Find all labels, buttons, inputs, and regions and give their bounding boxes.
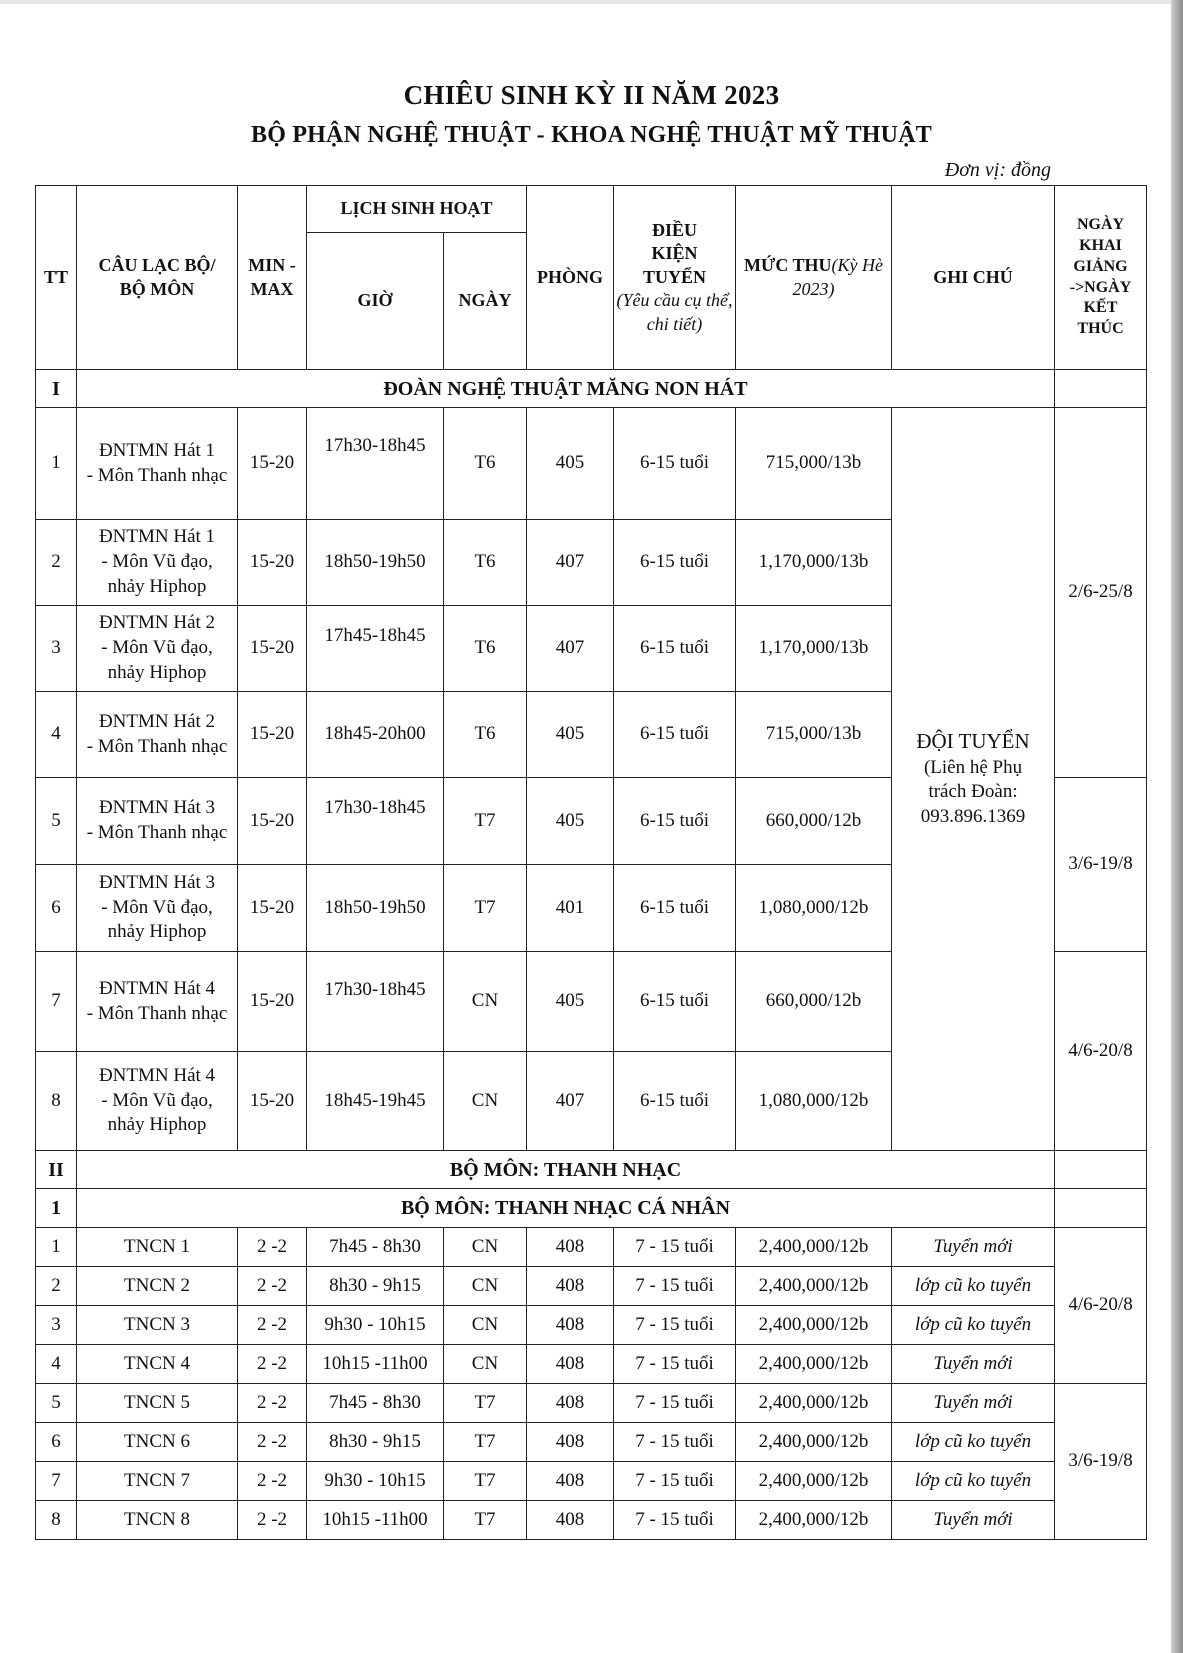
row-note: lớp cũ ko tuyển <box>892 1306 1055 1345</box>
club-line: - Môn Thanh nhạc <box>86 735 228 757</box>
contact-title: ĐỘI TUYỂN <box>916 729 1030 754</box>
row-time: 8h30 - 9h15 <box>307 1267 444 1306</box>
row-tt: 7 <box>36 952 77 1052</box>
col-header-club-line1: CÂU LẠC BỘ/ <box>98 255 216 276</box>
row-club <box>77 1052 238 1151</box>
subsection-number: 1 <box>36 1189 77 1228</box>
row-room: 405 <box>527 692 614 778</box>
row-minmax: 15-20 <box>238 606 307 692</box>
date-range: 4/6-20/8 <box>1055 952 1147 1151</box>
table-row <box>36 1462 1147 1501</box>
row-day: CN <box>444 952 527 1052</box>
document-subtitle: BỘ PHẬN NGHỆ THUẬT - KHOA NGHỆ THUẬT MỸ THUẬT <box>251 122 932 148</box>
row-club: TNCN 8 <box>77 1501 238 1540</box>
row-time: 18h50-19h50 <box>307 865 444 952</box>
row-minmax: 2 -2 <box>238 1423 307 1462</box>
club-line: nhảy Hiphop <box>107 921 207 943</box>
row-day: CN <box>444 1345 527 1384</box>
row-tt: 6 <box>36 865 77 952</box>
row-tt: 5 <box>36 778 77 865</box>
row-room: 407 <box>527 520 614 606</box>
row-day: CN <box>444 1267 527 1306</box>
row-fee: 2,400,000/12b <box>736 1228 892 1267</box>
contact-phone: 093.896.1369 <box>920 805 1026 827</box>
row-club: TNCN 4 <box>77 1345 238 1384</box>
table-row <box>36 408 1147 520</box>
row-minmax: 2 -2 <box>238 1306 307 1345</box>
col-header-dates-line1: NGÀY <box>1076 216 1125 234</box>
col-header-dates <box>1055 186 1147 370</box>
page-top-edge <box>0 0 1183 4</box>
row-time: 7h45 - 8h30 <box>307 1384 444 1423</box>
club-line: ĐNTMN Hát 4 <box>98 1064 216 1086</box>
table-row <box>36 1501 1147 1540</box>
row-minmax: 15-20 <box>238 692 307 778</box>
row-minmax: 2 -2 <box>238 1501 307 1540</box>
row-fee: 660,000/12b <box>736 778 892 865</box>
club-line: - Môn Vũ đạo, <box>101 551 213 573</box>
col-header-room: PHÒNG <box>527 186 614 370</box>
row-day: CN <box>444 1306 527 1345</box>
club-line: - Môn Vũ đạo, <box>101 637 213 659</box>
row-fee: 1,170,000/13b <box>736 606 892 692</box>
col-header-dates-line5: KẾT <box>1083 299 1118 317</box>
row-minmax: 15-20 <box>238 520 307 606</box>
table-row <box>36 1228 1147 1267</box>
row-day: CN <box>444 1228 527 1267</box>
document-title: CHIÊU SINH KỲ II NĂM 2023 <box>403 80 780 110</box>
club-line: ĐNTMN Hát 1 <box>98 526 216 548</box>
row-condition: 6-15 tuổi <box>614 952 736 1052</box>
row-club <box>77 778 238 865</box>
row-fee: 2,400,000/12b <box>736 1345 892 1384</box>
date-range: 3/6-19/8 <box>1055 778 1147 952</box>
club-line: - Môn Thanh nhạc <box>86 1002 228 1024</box>
row-condition: 7 - 15 tuổi <box>614 1228 736 1267</box>
section-1-title: ĐOÀN NGHỆ THUẬT MĂNG NON HÁT <box>77 370 1055 408</box>
row-time: 17h30-18h45 <box>307 408 444 520</box>
col-header-fee <box>736 186 892 370</box>
row-fee: 2,400,000/12b <box>736 1267 892 1306</box>
col-header-dates-line4: ->NGÀY <box>1069 278 1132 296</box>
row-condition: 6-15 tuổi <box>614 692 736 778</box>
club-line: - Môn Thanh nhạc <box>86 822 228 843</box>
row-condition: 7 - 15 tuổi <box>614 1345 736 1384</box>
row-day: T6 <box>444 606 527 692</box>
row-tt: 7 <box>36 1462 77 1501</box>
row-time: 8h30 - 9h15 <box>307 1423 444 1462</box>
row-tt: 1 <box>36 1228 77 1267</box>
row-room: 408 <box>527 1423 614 1462</box>
row-time: 17h30-18h45 <box>307 778 444 865</box>
section-2-header <box>36 1151 1147 1189</box>
subsection-title: BỘ MÔN: THANH NHẠC CÁ NHÂN <box>77 1189 1055 1228</box>
row-condition: 6-15 tuổi <box>614 606 736 692</box>
row-fee: 2,400,000/12b <box>736 1384 892 1423</box>
col-header-dates-line3: GIẢNG <box>1073 257 1128 275</box>
row-fee: 1,080,000/12b <box>736 865 892 952</box>
row-condition: 7 - 15 tuổi <box>614 1462 736 1501</box>
col-header-minmax <box>238 186 307 370</box>
row-day: T6 <box>444 520 527 606</box>
header-row-1 <box>36 186 1147 233</box>
row-club: TNCN 6 <box>77 1423 238 1462</box>
enrollment-table <box>35 185 1147 1540</box>
row-room: 401 <box>527 865 614 952</box>
row-time: 10h15 -11h00 <box>307 1501 444 1540</box>
row-fee: 2,400,000/12b <box>736 1501 892 1540</box>
row-condition: 6-15 tuổi <box>614 865 736 952</box>
row-club: TNCN 1 <box>77 1228 238 1267</box>
section-2-dates-blank <box>1055 1151 1147 1189</box>
row-minmax: 15-20 <box>238 952 307 1052</box>
row-room: 407 <box>527 1052 614 1151</box>
row-club <box>77 952 238 1052</box>
col-header-fee-paren: (Kỳ Hè 2023) <box>792 255 883 299</box>
row-minmax: 2 -2 <box>238 1228 307 1267</box>
row-note: Tuyển mới <box>892 1501 1055 1540</box>
row-club: TNCN 2 <box>77 1267 238 1306</box>
club-line: ĐNTMN Hát 2 <box>98 710 216 732</box>
col-header-minmax-line2: MAX <box>250 278 294 299</box>
subsection-header <box>36 1189 1147 1228</box>
row-condition: 6-15 tuổi <box>614 408 736 520</box>
section-2-number: II <box>36 1151 77 1189</box>
col-header-day: NGÀY <box>444 233 527 370</box>
section-1-header <box>36 370 1147 408</box>
row-condition: 6-15 tuổi <box>614 778 736 865</box>
row-minmax: 15-20 <box>238 778 307 865</box>
club-line: nhảy Hiphop <box>107 1114 207 1136</box>
row-room: 408 <box>527 1267 614 1306</box>
row-tt: 5 <box>36 1384 77 1423</box>
row-note: lớp cũ ko tuyển <box>892 1462 1055 1501</box>
club-line: - Môn Thanh nhạc <box>86 464 228 486</box>
col-header-time: GIỜ <box>307 233 444 370</box>
contact-line-1: (Liên hệ Phụ <box>923 756 1023 778</box>
currency-unit-note: Đơn vị: đồng <box>944 159 1051 181</box>
col-header-dates-line2: KHAI <box>1079 236 1122 254</box>
date-range: 4/6-20/8 <box>1055 1228 1147 1384</box>
row-time: 7h45 - 8h30 <box>307 1228 444 1267</box>
row-room: 405 <box>527 778 614 865</box>
row-tt: 2 <box>36 1267 77 1306</box>
col-header-cond-detail: (Yêu cầu cụ thể, chi tiết) <box>616 290 733 334</box>
row-club: TNCN 5 <box>77 1384 238 1423</box>
table-row <box>36 1384 1147 1423</box>
row-room: 408 <box>527 1228 614 1267</box>
row-day: T7 <box>444 1423 527 1462</box>
row-minmax: 2 -2 <box>238 1384 307 1423</box>
club-line: ĐNTMN Hát 3 <box>98 871 216 893</box>
team-contact-note <box>892 408 1055 1151</box>
row-tt: 6 <box>36 1423 77 1462</box>
table-row <box>36 1345 1147 1384</box>
section-2-title: BỘ MÔN: THANH NHẠC <box>77 1151 1055 1189</box>
col-header-cond-line2: KIỆN <box>651 243 698 264</box>
row-room: 408 <box>527 1384 614 1423</box>
row-room: 408 <box>527 1462 614 1501</box>
club-line: ĐNTMN Hát 2 <box>98 612 216 634</box>
row-day: T7 <box>444 865 527 952</box>
col-header-dates-line6: THÚC <box>1077 320 1124 338</box>
col-header-cond-line3: TUYỂN <box>643 266 707 287</box>
row-time: 9h30 - 10h15 <box>307 1462 444 1501</box>
row-club <box>77 520 238 606</box>
club-line: - Môn Vũ đạo, <box>101 896 213 918</box>
row-day: T6 <box>444 692 527 778</box>
row-day: T6 <box>444 408 527 520</box>
row-note: Tuyển mới <box>892 1384 1055 1423</box>
row-minmax: 15-20 <box>238 865 307 952</box>
row-club <box>77 865 238 952</box>
row-club <box>77 606 238 692</box>
row-room: 405 <box>527 408 614 520</box>
row-day: T7 <box>444 1501 527 1540</box>
row-condition: 7 - 15 tuổi <box>614 1384 736 1423</box>
row-room: 407 <box>527 606 614 692</box>
row-room: 408 <box>527 1345 614 1384</box>
row-note: Tuyển mới <box>892 1228 1055 1267</box>
row-condition: 7 - 15 tuổi <box>614 1267 736 1306</box>
club-line: nhảy Hiphop <box>107 661 207 683</box>
row-note: lớp cũ ko tuyển <box>892 1423 1055 1462</box>
table-row <box>36 1423 1147 1462</box>
row-condition: 6-15 tuổi <box>614 1052 736 1151</box>
contact-line-2: trách Đoàn: <box>928 781 1018 803</box>
row-room: 405 <box>527 952 614 1052</box>
row-condition: 7 - 15 tuổi <box>614 1306 736 1345</box>
row-note: Tuyển mới <box>892 1345 1055 1384</box>
row-fee: 2,400,000/12b <box>736 1306 892 1345</box>
row-condition: 7 - 15 tuổi <box>614 1423 736 1462</box>
col-header-minmax-line1: MIN - <box>248 255 296 276</box>
section-1-dates-blank <box>1055 370 1147 408</box>
club-line: ĐNTMN Hát 4 <box>98 977 216 999</box>
row-day: CN <box>444 1052 527 1151</box>
row-tt: 8 <box>36 1501 77 1540</box>
row-time: 9h30 - 10h15 <box>307 1306 444 1345</box>
row-tt: 1 <box>36 408 77 520</box>
col-header-club-line2: BỘ MÔN <box>119 278 195 299</box>
col-header-cond-line1: ĐIỀU <box>652 220 698 241</box>
row-tt: 3 <box>36 1306 77 1345</box>
club-line: nhảy Hiphop <box>107 575 207 597</box>
date-range: 3/6-19/8 <box>1055 1384 1147 1540</box>
row-time: 17h30-18h45 <box>307 952 444 1052</box>
col-header-schedule: LỊCH SINH HOẠT <box>307 186 527 233</box>
row-club <box>77 408 238 520</box>
row-day: T7 <box>444 778 527 865</box>
row-minmax: 2 -2 <box>238 1267 307 1306</box>
row-fee: 715,000/13b <box>736 408 892 520</box>
row-time: 18h45-20h00 <box>307 692 444 778</box>
row-fee: 660,000/12b <box>736 952 892 1052</box>
row-time: 17h45-18h45 <box>307 606 444 692</box>
row-tt: 8 <box>36 1052 77 1151</box>
col-header-tt: TT <box>36 186 77 370</box>
col-header-fee-main: MỨC THU <box>744 255 832 276</box>
club-line: ĐNTMN Hát 1 <box>98 439 216 461</box>
row-tt: 4 <box>36 1345 77 1384</box>
col-header-club <box>77 186 238 370</box>
row-room: 408 <box>527 1306 614 1345</box>
row-fee: 2,400,000/12b <box>736 1462 892 1501</box>
row-tt: 4 <box>36 692 77 778</box>
page-right-edge <box>1171 0 1183 1653</box>
row-note: lớp cũ ko tuyển <box>892 1267 1055 1306</box>
row-minmax: 2 -2 <box>238 1345 307 1384</box>
club-line: ĐNTMN Hát 3 <box>98 797 216 819</box>
row-day: T7 <box>444 1462 527 1501</box>
row-time: 18h45-19h45 <box>307 1052 444 1151</box>
row-minmax: 15-20 <box>238 408 307 520</box>
row-time: 18h50-19h50 <box>307 520 444 606</box>
row-club: TNCN 7 <box>77 1462 238 1501</box>
table-row <box>36 1267 1147 1306</box>
row-day: T7 <box>444 1384 527 1423</box>
col-header-note: GHI CHÚ <box>892 186 1055 370</box>
col-header-conditions <box>614 186 736 370</box>
row-fee: 715,000/13b <box>736 692 892 778</box>
date-range: 2/6-25/8 <box>1055 408 1147 778</box>
subsection-dates-blank <box>1055 1189 1147 1228</box>
table-row <box>36 1306 1147 1345</box>
row-tt: 3 <box>36 606 77 692</box>
club-line: - Môn Vũ đạo, <box>101 1089 213 1111</box>
row-tt: 2 <box>36 520 77 606</box>
row-fee: 2,400,000/12b <box>736 1423 892 1462</box>
row-club <box>77 692 238 778</box>
row-condition: 6-15 tuổi <box>614 520 736 606</box>
row-minmax: 2 -2 <box>238 1462 307 1501</box>
section-1-number: I <box>36 370 77 408</box>
row-room: 408 <box>527 1501 614 1540</box>
row-fee: 1,170,000/13b <box>736 520 892 606</box>
row-time: 10h15 -11h00 <box>307 1345 444 1384</box>
row-club: TNCN 3 <box>77 1306 238 1345</box>
row-fee: 1,080,000/12b <box>736 1052 892 1151</box>
row-condition: 7 - 15 tuổi <box>614 1501 736 1540</box>
row-minmax: 15-20 <box>238 1052 307 1151</box>
